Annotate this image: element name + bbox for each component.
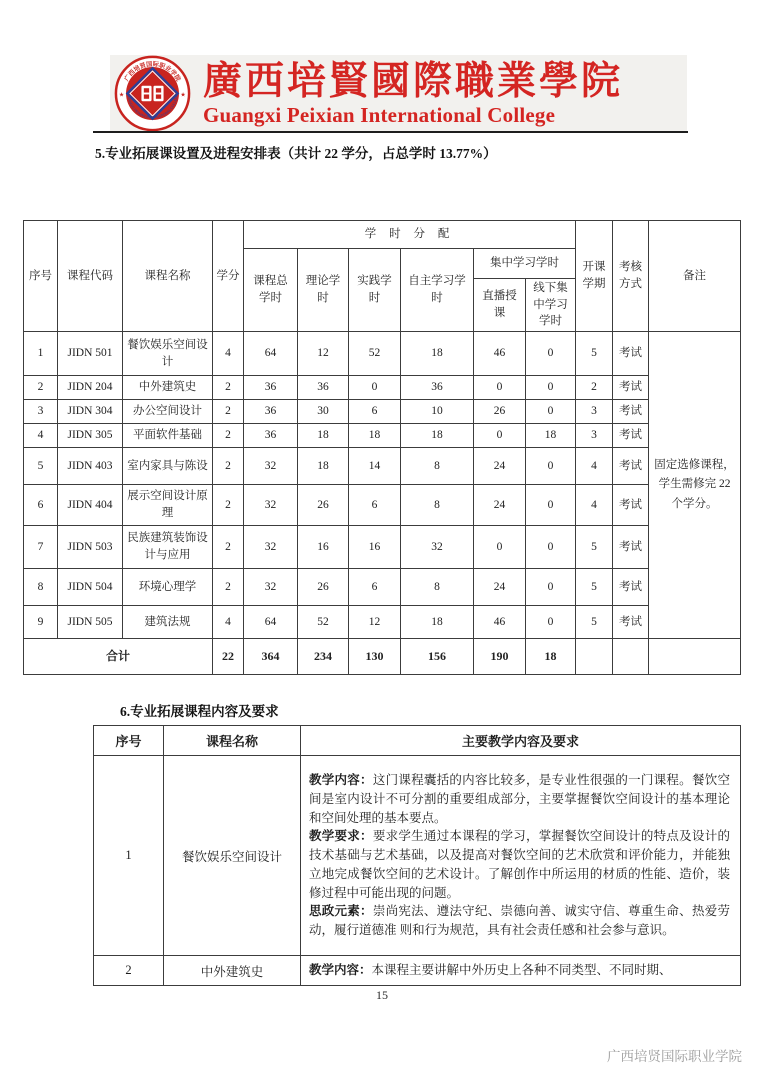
- cell-method: 考试: [613, 400, 649, 424]
- cell-code: JIDN 404: [58, 485, 123, 526]
- table-row: [24, 569, 741, 606]
- cell-self: 18: [401, 424, 474, 448]
- col-header-offline-hours: 线下集中学习学时: [526, 279, 576, 332]
- logo-ring-text-bottom: GUANGXI PEIXIAN INTERNATIONAL COLLEGE: [126, 94, 179, 120]
- college-logo: [114, 55, 191, 132]
- cell-self: 36: [401, 376, 474, 400]
- total-label: 合计: [24, 639, 213, 675]
- cell-offline: 0: [526, 569, 576, 606]
- cell-credits: 2: [213, 424, 244, 448]
- cell-offline: 0: [526, 448, 576, 485]
- total-cell-self: 156: [401, 639, 474, 675]
- col-header-remark: 备注: [649, 221, 741, 332]
- page-number: 15: [376, 988, 388, 1002]
- cell-credits: 2: [213, 448, 244, 485]
- cell-self: 8: [401, 448, 474, 485]
- cell-theory: 36: [298, 376, 349, 400]
- col-header-concentrated-group: 集中学习学时: [474, 249, 576, 279]
- cell-practice: 6: [349, 400, 401, 424]
- logo-star-right: ★: [180, 92, 186, 99]
- cell-offline: 0: [526, 485, 576, 526]
- cell-live: 24: [474, 485, 526, 526]
- cell-code: JIDN 503: [58, 526, 123, 569]
- cell-theory: 16: [298, 526, 349, 569]
- cell-credits: 4: [213, 332, 244, 376]
- cell-practice: 12: [349, 606, 401, 639]
- cell-total: 64: [244, 606, 298, 639]
- header-divider: [93, 131, 688, 133]
- table-row: [24, 526, 741, 569]
- content-cell-text: [301, 956, 741, 986]
- col-header-theory-hours: 理论学时: [298, 249, 349, 332]
- cell-method: 考试: [613, 376, 649, 400]
- content-col-content: 主要教学内容及要求: [301, 726, 741, 756]
- content-cell-name: 餐饮娱乐空间设计: [164, 756, 301, 956]
- cell-total: 36: [244, 424, 298, 448]
- cell-method: 考试: [613, 448, 649, 485]
- cell-offline: 18: [526, 424, 576, 448]
- college-logo-icon: [114, 55, 191, 132]
- content-cell-name: 中外建筑史: [164, 956, 301, 986]
- total-cell-offline: 18: [526, 639, 576, 675]
- cell-total: 36: [244, 400, 298, 424]
- cell-name: 环境心理学: [123, 569, 213, 606]
- cell-total: 64: [244, 332, 298, 376]
- cell-credits: 2: [213, 400, 244, 424]
- content-cell-no: 2: [94, 956, 164, 986]
- content-col-name: 课程名称: [164, 726, 301, 756]
- table-row: [24, 376, 741, 400]
- cell-semester: 5: [576, 526, 613, 569]
- cell-credits: 4: [213, 606, 244, 639]
- content-header-row: [94, 726, 741, 756]
- cell-live: 24: [474, 569, 526, 606]
- cell-name: 室内家具与陈设: [123, 448, 213, 485]
- cell-credits: 2: [213, 376, 244, 400]
- col-header-code: 课程代码: [58, 221, 123, 332]
- content-cell-text: [301, 756, 741, 956]
- cell-method: 考试: [613, 424, 649, 448]
- cell-offline: 0: [526, 400, 576, 424]
- section6-title: 6.专业拓展课程内容及要求: [120, 704, 279, 719]
- cell-no: 7: [24, 526, 58, 569]
- cell-name: 平面软件基础: [123, 424, 213, 448]
- cell-no: 5: [24, 448, 58, 485]
- cell-code: JIDN 505: [58, 606, 123, 639]
- cell-semester: 5: [576, 606, 613, 639]
- table-row: [24, 332, 741, 376]
- cell-code: JIDN 304: [58, 400, 123, 424]
- course-table-body: [24, 332, 741, 675]
- total-cell-theory: 234: [298, 639, 349, 675]
- cell-no: 4: [24, 424, 58, 448]
- cell-total: 32: [244, 569, 298, 606]
- cell-method: 考试: [613, 569, 649, 606]
- section5-title: 5.专业拓展课设置及进程安排表（共计 22 学分，占总学时 13.77%）: [95, 146, 497, 161]
- cell-live: 0: [474, 526, 526, 569]
- cell-self: 32: [401, 526, 474, 569]
- col-header-hours-group: 学 时 分 配: [244, 221, 576, 249]
- total-cell-method: [613, 639, 649, 675]
- content-paragraph: 教学内容：这门课程囊括的内容比较多，是专业性很强的一门课程。餐饮空间是室内设计不可分割的重要组成部分，主要掌握餐饮空间设计的基本理论和空间处理的基本要点。: [309, 773, 730, 825]
- logo-star-left: ★: [118, 92, 124, 99]
- content-paragraph: 教学要求：要求学生通过本课程的学习，掌握餐饮空间设计的特点及设计的技术基础与艺术基础，以及提高对餐饮空间的艺术欣赏和评价能力，并能独立地完成餐饮空间的艺术设计。了解创作中所运用的材质的性能、造价，装修过程中可能出现的问题。: [309, 829, 730, 900]
- cell-practice: 6: [349, 485, 401, 526]
- cell-code: JIDN 504: [58, 569, 123, 606]
- cell-code: JIDN 305: [58, 424, 123, 448]
- total-cell-total: 364: [244, 639, 298, 675]
- cell-self: 10: [401, 400, 474, 424]
- table-row: [24, 485, 741, 526]
- col-header-practice-hours: 实践学时: [349, 249, 401, 332]
- cell-theory: 18: [298, 448, 349, 485]
- cell-no: 9: [24, 606, 58, 639]
- cell-practice: 52: [349, 332, 401, 376]
- col-header-name: 课程名称: [123, 221, 213, 332]
- college-name-en: Guangxi Peixian International College: [203, 102, 556, 127]
- course-schedule-table: [23, 220, 741, 675]
- col-header-live-teaching: 直播授课: [474, 279, 526, 332]
- cell-no: 2: [24, 376, 58, 400]
- cell-theory: 26: [298, 485, 349, 526]
- cell-total: 32: [244, 448, 298, 485]
- cell-credits: 2: [213, 526, 244, 569]
- cell-code: JIDN 204: [58, 376, 123, 400]
- college-name-block: [203, 61, 623, 126]
- cell-live: 0: [474, 424, 526, 448]
- content-cell-no: 1: [94, 756, 164, 956]
- total-row: [24, 639, 741, 675]
- cell-live: 24: [474, 448, 526, 485]
- col-header-method: 考核方式: [613, 221, 649, 332]
- col-header-total-hours: 课程总学时: [244, 249, 298, 332]
- cell-theory: 30: [298, 400, 349, 424]
- cell-semester: 4: [576, 485, 613, 526]
- cell-offline: 0: [526, 606, 576, 639]
- course-content-table: [93, 725, 741, 986]
- cell-practice: 14: [349, 448, 401, 485]
- paragraph-label: 思政元素：: [309, 904, 373, 919]
- cell-semester: 5: [576, 332, 613, 376]
- cell-self: 8: [401, 569, 474, 606]
- cell-theory: 26: [298, 569, 349, 606]
- cell-code: JIDN 501: [58, 332, 123, 376]
- table-row: [24, 400, 741, 424]
- cell-method: 考试: [613, 485, 649, 526]
- cell-credits: 2: [213, 485, 244, 526]
- cell-offline: 0: [526, 526, 576, 569]
- col-header-credits: 学分: [213, 221, 244, 332]
- cell-practice: 16: [349, 526, 401, 569]
- cell-practice: 18: [349, 424, 401, 448]
- cell-semester: 3: [576, 424, 613, 448]
- cell-semester: 3: [576, 400, 613, 424]
- cell-semester: 2: [576, 376, 613, 400]
- cell-total: 36: [244, 376, 298, 400]
- header-row-1: [24, 221, 741, 249]
- cell-method: 考试: [613, 332, 649, 376]
- cell-self: 8: [401, 485, 474, 526]
- cell-name: 办公空间设计: [123, 400, 213, 424]
- content-col-no: 序号: [94, 726, 164, 756]
- cell-total: 32: [244, 485, 298, 526]
- total-cell-semester: [576, 639, 613, 675]
- content-table-body: [94, 756, 741, 986]
- cell-no: 6: [24, 485, 58, 526]
- total-cell-credits: 22: [213, 639, 244, 675]
- table-row: [24, 606, 741, 639]
- remark-cell: 固定选修课程，学生需修完 22 个学分。: [649, 332, 741, 639]
- cell-offline: 0: [526, 332, 576, 376]
- cell-theory: 12: [298, 332, 349, 376]
- cell-no: 3: [24, 400, 58, 424]
- total-cell-live: 190: [474, 639, 526, 675]
- col-header-semester: 开课学期: [576, 221, 613, 332]
- cell-self: 18: [401, 332, 474, 376]
- cell-theory: 18: [298, 424, 349, 448]
- paragraph-label: 教学内容：: [309, 773, 373, 788]
- cell-semester: 5: [576, 569, 613, 606]
- cell-method: 考试: [613, 606, 649, 639]
- content-row: [94, 756, 741, 956]
- college-name-zh: 廣西培賢國際職業學院: [203, 60, 624, 104]
- col-header-no: 序号: [24, 221, 58, 332]
- cell-live: 46: [474, 606, 526, 639]
- cell-credits: 2: [213, 569, 244, 606]
- cell-no: 8: [24, 569, 58, 606]
- college-header-band: [110, 55, 687, 132]
- cell-total: 32: [244, 526, 298, 569]
- cell-live: 0: [474, 376, 526, 400]
- content-paragraph: 教学内容：本课程主要讲解中外历史上各种不同类型、不同时期、: [309, 963, 672, 978]
- cell-name: 展示空间设计原理: [123, 485, 213, 526]
- content-paragraph: 思政元素：崇尚宪法、遵法守纪、崇德向善、诚实守信、尊重生命、热爱劳动，履行道德准 则和行为规范，具有社会责任感和社会参与意识。: [309, 904, 730, 938]
- cell-theory: 52: [298, 606, 349, 639]
- logo-ring-text-top: 广西培贤国际职业学院: [124, 61, 181, 83]
- cell-live: 46: [474, 332, 526, 376]
- cell-no: 1: [24, 332, 58, 376]
- paragraph-label: 教学内容：: [309, 963, 372, 978]
- table-row: [24, 448, 741, 485]
- cell-name: 餐饮娱乐空间设计: [123, 332, 213, 376]
- cell-code: JIDN 403: [58, 448, 123, 485]
- cell-live: 26: [474, 400, 526, 424]
- col-header-self-study-hours: 自主学习学时: [401, 249, 474, 332]
- paragraph-label: 教学要求：: [309, 829, 373, 844]
- cell-practice: 6: [349, 569, 401, 606]
- table-row: [24, 424, 741, 448]
- total-cell-remark: [649, 639, 741, 675]
- cell-offline: 0: [526, 376, 576, 400]
- cell-name: 中外建筑史: [123, 376, 213, 400]
- footer-watermark: 广西培贤国际职业学院: [607, 1049, 742, 1064]
- cell-practice: 0: [349, 376, 401, 400]
- cell-method: 考试: [613, 526, 649, 569]
- content-row: [94, 956, 741, 986]
- total-cell-practice: 130: [349, 639, 401, 675]
- cell-self: 18: [401, 606, 474, 639]
- cell-name: 民族建筑装饰设计与应用: [123, 526, 213, 569]
- cell-semester: 4: [576, 448, 613, 485]
- cell-name: 建筑法规: [123, 606, 213, 639]
